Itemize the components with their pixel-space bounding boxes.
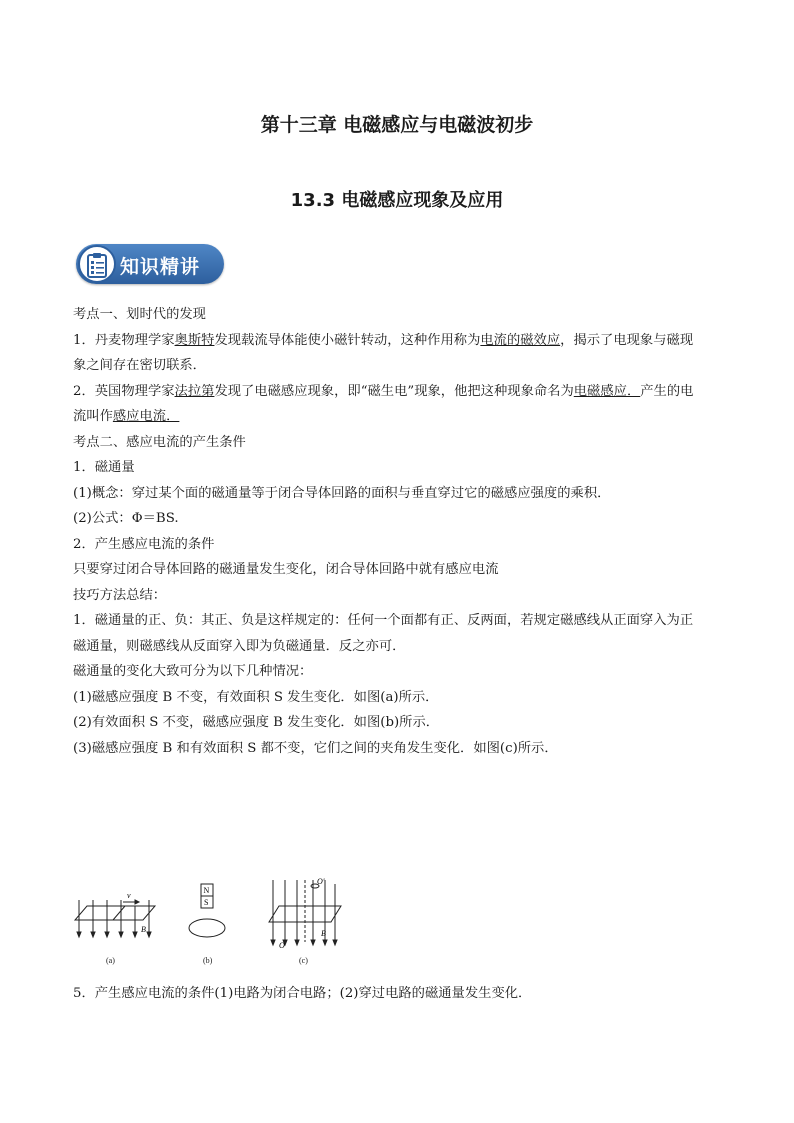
- text-run: 发现载流导体能使小磁针转动，这种作用称为: [214, 332, 481, 348]
- section-title: 13.3 电磁感应现象及应用: [290, 190, 504, 211]
- magnet-north: N: [203, 886, 210, 895]
- underlined-term: 感应电流．: [112, 409, 180, 424]
- kp1-item1-cont: 象之间存在密切联系．: [73, 358, 206, 373]
- velocity-label: v: [127, 891, 131, 900]
- underlined-term: 电磁感应．: [573, 383, 641, 399]
- badge-label: 知识精讲: [120, 256, 201, 278]
- figure-c-caption: (c): [299, 956, 308, 965]
- text-run: 流叫作: [73, 409, 113, 424]
- underlined-term: 电流的磁效应: [480, 332, 561, 348]
- kp2-formula: (2)公式：Φ＝BS.: [73, 511, 179, 526]
- case-2: (2)有效面积 S 不变，磁感应强度 B 发生变化．如图(b)所示．: [73, 715, 440, 730]
- flux-figures: [73, 876, 353, 966]
- flux-change-intro: 磁通量的变化大致可分为以下几种情况：: [73, 664, 313, 679]
- text-run: ，揭示了电现象与磁现: [560, 332, 694, 348]
- tips-heading: 技巧方法总结：: [73, 587, 167, 603]
- kp2-heading: 考点二、感应电流的产生条件: [73, 434, 246, 450]
- field-label-c: B: [321, 929, 326, 938]
- kp1-item2: [73, 379, 723, 405]
- figure-c: [269, 880, 341, 945]
- text-run: 1．丹麦物理学家: [73, 332, 175, 348]
- axis-label-o-prime: O': [317, 877, 325, 886]
- underlined-term: 法拉第: [174, 383, 215, 399]
- axis-label-o: O: [279, 941, 285, 950]
- kp2-condition: 只要穿过闭合导体回路的磁通量发生变化，闭合导体回路中就有感应电流: [73, 562, 499, 577]
- kp2-concept: (1)概念：穿过某个面的磁通量等于闭合导体回路的面积与垂直穿过它的磁感应强度的乘积．: [73, 485, 611, 501]
- tips-item1-line2: 磁通量，则磁感线从反面穿入即为负磁通量．反之亦可．: [73, 638, 406, 654]
- flux-diagram: [73, 876, 353, 956]
- content-body: [73, 302, 723, 761]
- case-3: (3)磁感应强度 B 和有效面积 S 都不变，它们之间的夹角发生变化．如图(c)所示．: [73, 740, 558, 756]
- field-label-a: B: [141, 925, 146, 934]
- underlined-term: 奥斯特: [174, 332, 215, 348]
- tips-item1-line1: 1．磁通量的正、负：其正、负是这样规定的：任何一个面都有正、反两面，若规定磁感线从正面穿入为正: [73, 613, 694, 628]
- final-line: 5．产生感应电流的条件(1)电路为闭合电路；(2)穿过电路的磁通量发生变化．: [73, 986, 532, 1001]
- chapter-title: 第十三章 电磁感应与电磁波初步: [260, 114, 534, 136]
- magnet-south: S: [204, 898, 209, 907]
- kp1-item1: [73, 328, 723, 354]
- text-run: 产生的电: [640, 383, 694, 399]
- figure-b-caption: (b): [203, 956, 213, 965]
- knowledge-badge: [76, 244, 224, 284]
- kp2-sub2: 2．产生感应电流的条件: [73, 536, 215, 552]
- clipboard-icon: [78, 245, 116, 283]
- case-1: (1)磁感应强度 B 不变，有效面积 S 发生变化．如图(a)所示．: [73, 689, 439, 705]
- text-run: 发现了电磁感应现象，即“磁生电”现象，他把这种现象命名为: [214, 383, 574, 399]
- figure-a-caption: (a): [106, 956, 115, 965]
- kp1-item2-cont: [73, 404, 723, 430]
- text-run: 2．英国物理学家: [73, 383, 175, 399]
- kp2-sub1: 1．磁通量: [73, 460, 135, 475]
- kp1-heading: 考点一、划时代的发现: [73, 307, 206, 322]
